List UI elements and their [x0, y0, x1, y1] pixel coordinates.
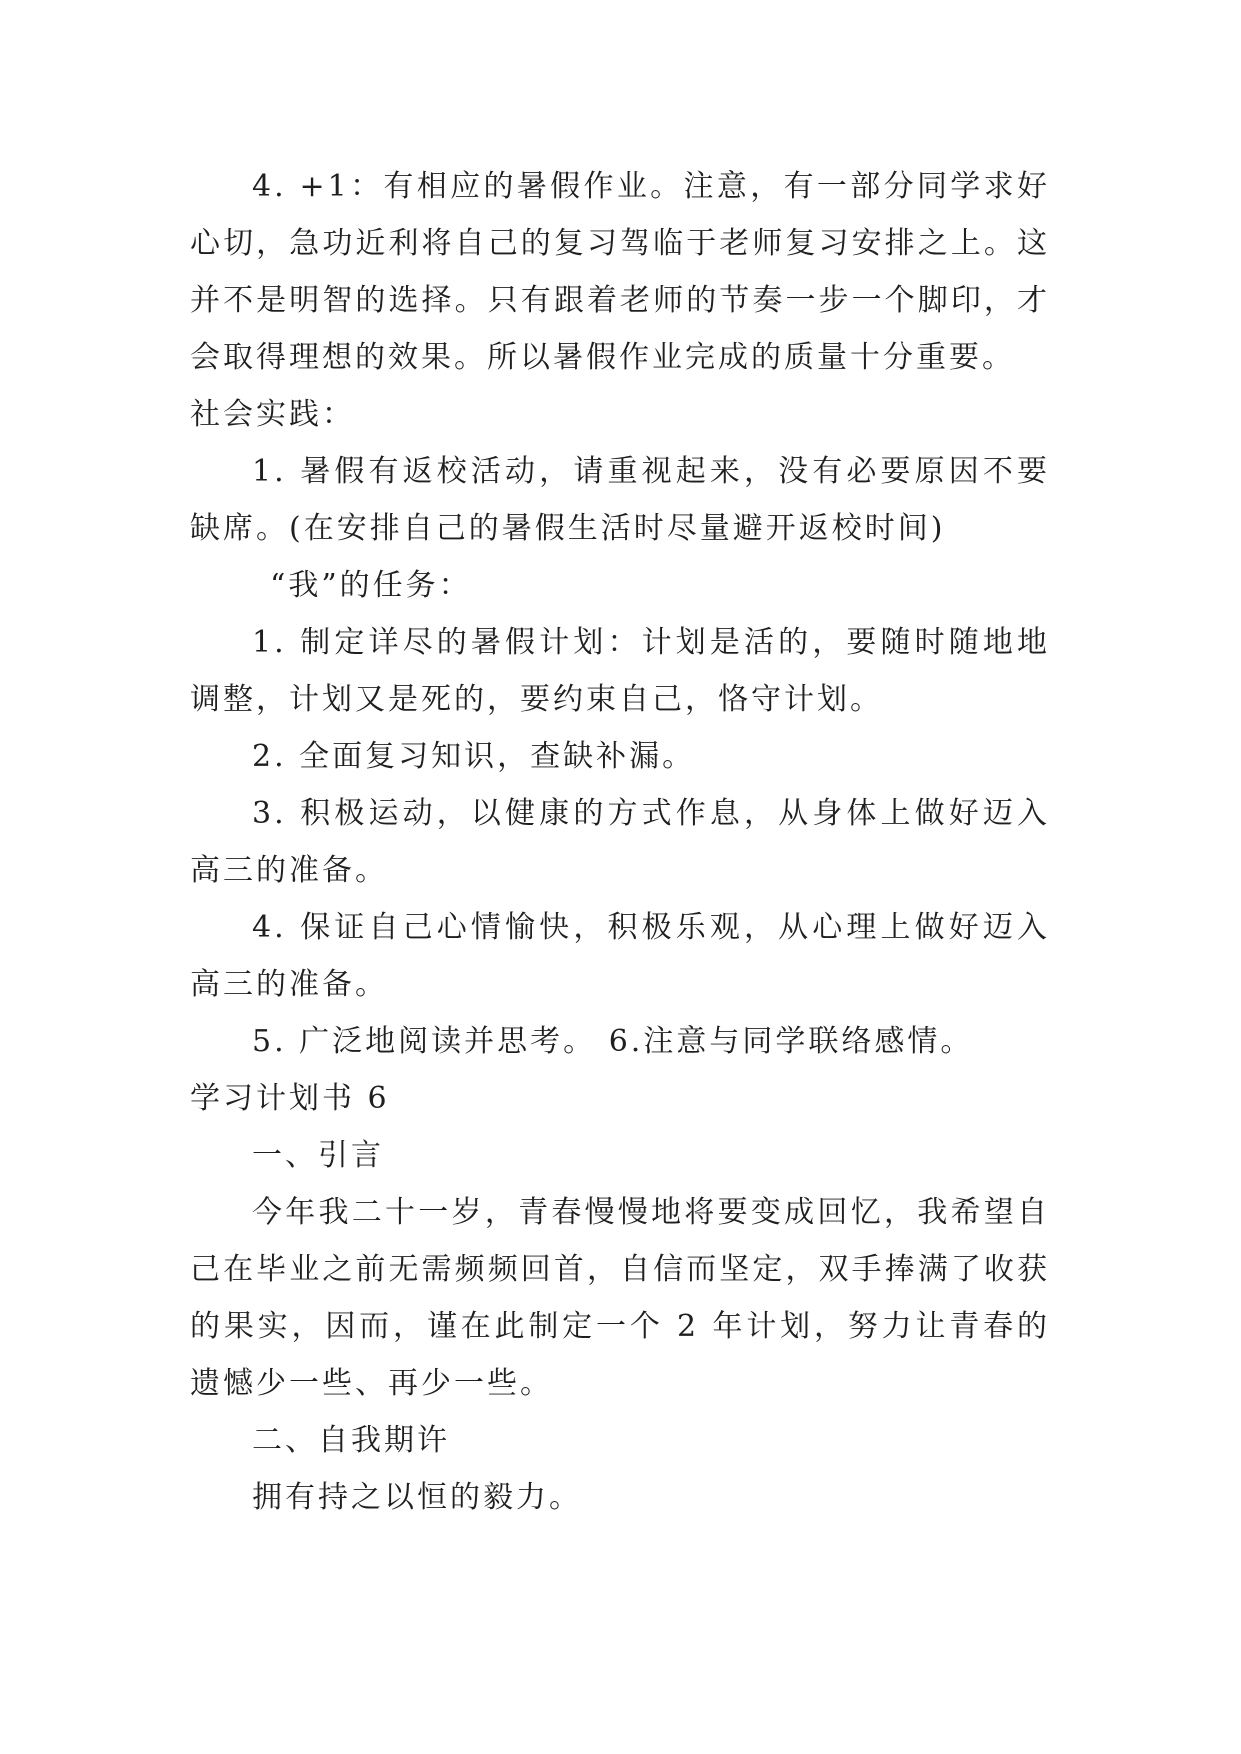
paragraph-homework: 4. +1：有相应的暑假作业。注意，有一部分同学求好心切，急功近利将自己的复习驾临于老师复习安排之上。这并不是明智的选择。只有跟着老师的节奏一步一个脚印，才会取得理想的效果。所以暑假作业完成的质量十分重要。 — [190, 169, 1050, 375]
heading-social-practice: 社会实践： — [190, 397, 355, 432]
heading-my-tasks: “我”的任务： — [270, 568, 472, 603]
heading-introduction: 一、引言 — [252, 1138, 384, 1173]
paragraph-introduction: 今年我二十一岁，青春慢慢地将要变成回忆，我希望自己在毕业之前无需频频回首，自信而坚定，双手捧满了收获的果实，因而，谨在此制定一个 2 年计划，努力让青春的遗憾少一些、再少一些。 — [190, 1195, 1050, 1401]
document-body — [190, 158, 1050, 1526]
paragraph-perseverance: 拥有持之以恒的毅力。 — [252, 1480, 582, 1515]
section-title-plan-6: 学习计划书 6 — [190, 1081, 390, 1116]
paragraph-task-3: 3. 积极运动，以健康的方式作息，从身体上做好迈入高三的准备。 — [190, 796, 1050, 888]
paragraph-return-school: 1. 暑假有返校活动，请重视起来，没有必要原因不要缺席。(在安排自己的暑假生活时尽量避开返校时间) — [190, 454, 1050, 546]
paragraph-task-5-6: 5. 广泛地阅读并思考。 6.注意与同学联络感情。 — [252, 1024, 974, 1059]
paragraph-task-2: 2. 全面复习知识，查缺补漏。 — [252, 739, 696, 774]
paragraph-task-4: 4. 保证自己心情愉快，积极乐观，从心理上做好迈入高三的准备。 — [190, 910, 1050, 1002]
heading-self-expectation: 二、自我期许 — [252, 1423, 450, 1458]
paragraph-task-1: 1. 制定详尽的暑假计划：计划是活的，要随时随地地调整，计划又是死的，要约束自己，恪守计划。 — [190, 625, 1050, 717]
